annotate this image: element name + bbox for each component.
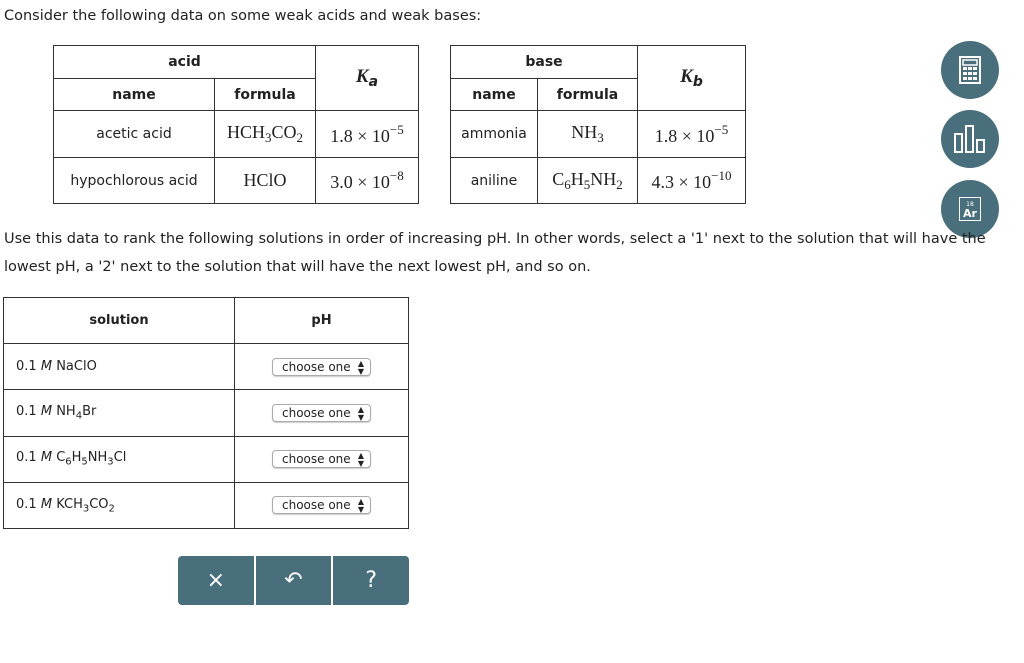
bar-chart-icon <box>953 124 987 154</box>
solution-label: 0.1 M NaClO <box>4 344 235 390</box>
kb-header: $K_b$ <box>638 46 746 111</box>
acid-name: hypochlorous acid <box>54 158 215 204</box>
select-arrows-icon: ▲ ▼ <box>357 451 364 469</box>
clear-button[interactable]: × <box>206 568 226 593</box>
name-header: name <box>451 79 538 111</box>
undo-button[interactable]: ↶ <box>254 556 332 605</box>
table-row <box>54 158 419 204</box>
answer-toolbar <box>178 556 409 605</box>
base-formula: $C_6H_5NH_2$ <box>538 158 638 204</box>
data-chart-button[interactable] <box>941 110 999 168</box>
acid-formula: $HCH_3CO_2$ <box>215 111 316 158</box>
solution-table <box>3 297 409 529</box>
base-name: ammonia <box>451 111 538 158</box>
calculator-icon <box>959 56 981 84</box>
base-name: aniline <box>451 158 538 204</box>
table-row <box>4 482 409 528</box>
select-arrows-icon: ▲ ▼ <box>357 497 364 515</box>
acid-group-header: acid <box>54 46 316 79</box>
ph-rank-select[interactable]: choose one ▲ ▼ <box>272 404 371 422</box>
name-header: name <box>54 79 215 111</box>
ph-rank-cell <box>235 436 409 482</box>
ph-rank-select[interactable]: choose one ▲ ▼ <box>272 450 371 468</box>
solution-label: 0.1 M $KCH_3CO_2$ <box>4 482 235 528</box>
acid-table <box>53 45 419 204</box>
ph-rank-cell <box>235 482 409 528</box>
intro-text: Consider the following data on some weak acids and weak bases: <box>4 8 482 24</box>
formula-header: formula <box>215 79 316 111</box>
formula-header: formula <box>538 79 638 111</box>
table-row <box>4 344 409 390</box>
table-row <box>4 390 409 436</box>
select-arrows-icon: ▲ ▼ <box>357 404 364 422</box>
acid-name: acetic acid <box>54 111 215 158</box>
ph-header: pH <box>235 298 409 344</box>
solution-label: 0.1 M $C_6H_5NH_3Cl$ <box>4 436 235 482</box>
periodic-table-icon: 18 Ar <box>959 197 981 221</box>
instructions-text: Use this data to rank the following solutions in order of increasing pH. In other words, select a '1' next to the solution that will have the lowest pH, a '2' next to the solution that will have the next lowest pH, and so on. <box>4 231 986 275</box>
ph-rank-select[interactable]: choose one ▲ ▼ <box>272 358 371 376</box>
ka-value: $1.8 \times 10^{-5}$ <box>316 111 419 158</box>
solution-label: 0.1 M $NH_4Br$ <box>4 390 235 436</box>
table-row <box>451 111 746 158</box>
acid-formula: HClO <box>215 158 316 204</box>
base-formula: $NH_3$ <box>538 111 638 158</box>
calculator-button[interactable] <box>941 41 999 99</box>
ph-rank-select[interactable]: choose one ▲ ▼ <box>272 496 371 514</box>
ph-rank-cell <box>235 390 409 436</box>
table-row <box>4 436 409 482</box>
ka-value: $3.0 \times 10^{-8}$ <box>316 158 419 204</box>
solution-header: solution <box>4 298 235 344</box>
base-group-header: base <box>451 46 638 79</box>
kb-value: $4.3 \times 10^{-10}$ <box>638 158 746 204</box>
table-row <box>451 158 746 204</box>
kb-value: $1.8 \times 10^{-5}$ <box>638 111 746 158</box>
ph-rank-cell <box>235 344 409 390</box>
table-row <box>54 111 419 158</box>
select-arrows-icon: ▲ ▼ <box>357 358 364 376</box>
base-table <box>450 45 746 204</box>
ka-header: $K_a$ <box>316 46 419 111</box>
help-button[interactable]: ? <box>331 556 409 605</box>
